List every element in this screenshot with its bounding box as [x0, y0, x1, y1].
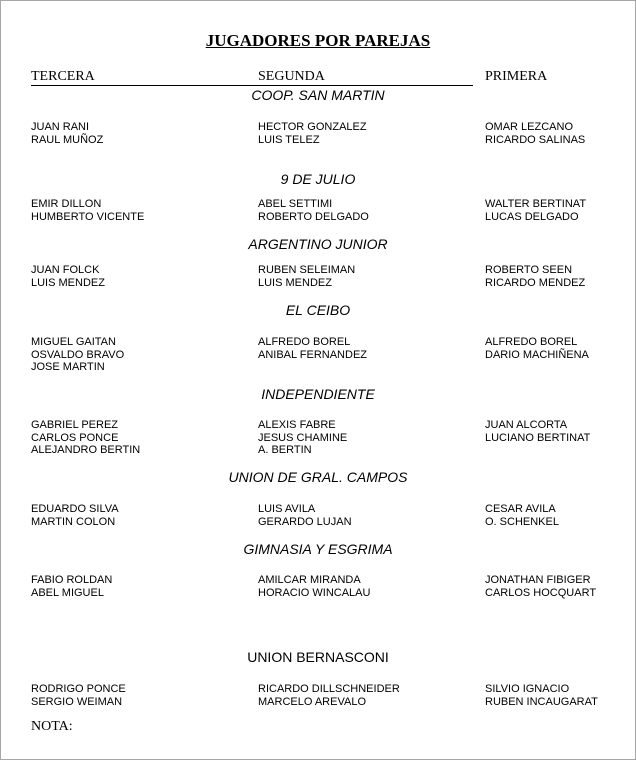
- segunda-players: [258, 503, 352, 528]
- player-name: ABEL SETTIMI: [258, 198, 333, 210]
- column-header-segunda: SEGUNDA: [258, 69, 325, 84]
- player-name: JUAN RANI: [31, 121, 90, 133]
- club-heading: UNION BERNASCONI: [247, 649, 389, 665]
- primera-players: [485, 121, 585, 146]
- player-name: CESAR AVILA: [485, 503, 556, 515]
- player-name: CARLOS HOCQUART: [485, 586, 597, 599]
- primera-players: [485, 198, 586, 223]
- player-name: ALFREDO BOREL: [258, 336, 351, 348]
- segunda-players: [258, 198, 369, 223]
- player-name: SILVIO IGNACIO: [485, 683, 570, 695]
- player-name: SERGIO WEIMAN: [31, 695, 123, 708]
- segunda-players: [258, 264, 355, 289]
- player-name: EMIR DILLON: [31, 198, 102, 210]
- primera-players: [485, 574, 596, 599]
- player-name: RUBEN INCAUGARAT: [485, 695, 598, 708]
- primera-players: [485, 264, 585, 289]
- player-name: LUIS MENDEZ: [31, 276, 105, 289]
- player-name: MIGUEL GAITAN: [31, 336, 116, 348]
- player-name: LUCIANO BERTINAT: [485, 431, 591, 444]
- tercera-players: [31, 264, 105, 289]
- player-name: AMILCAR MIRANDA: [258, 574, 361, 586]
- club-heading: UNION DE GRAL. CAMPOS: [228, 469, 408, 485]
- player-name: HECTOR GONZALEZ: [258, 121, 367, 133]
- segunda-players: [258, 419, 347, 457]
- club-heading: EL CEIBO: [285, 302, 351, 318]
- column-header-primera: PRIMERA: [485, 69, 548, 84]
- player-name: ROBERTO SEEN: [485, 264, 573, 276]
- player-name: JUAN ALCORTA: [485, 419, 568, 431]
- segunda-players: [258, 336, 367, 361]
- club-heading: COOP. SAN MARTIN: [251, 87, 385, 103]
- tercera-players: [31, 198, 144, 223]
- tercera-players: [31, 503, 119, 528]
- player-name: RICARDO SALINAS: [485, 133, 586, 146]
- player-name: GERARDO LUJAN: [258, 515, 352, 528]
- tercera-players: [31, 336, 124, 374]
- player-name: RICARDO MENDEZ: [485, 276, 586, 289]
- player-name: EDUARDO SILVA: [31, 503, 119, 515]
- column-header-tercera: TERCERA: [31, 69, 95, 84]
- player-name: LUCAS DELGADO: [485, 210, 579, 223]
- segunda-players: [258, 121, 367, 146]
- player-name: FABIO ROLDAN: [31, 574, 113, 586]
- player-name: ABEL MIGUEL: [31, 586, 104, 599]
- player-name: O. SCHENKEL: [485, 515, 559, 528]
- player-name: LUIS MENDEZ: [258, 276, 332, 289]
- primera-players: [485, 683, 598, 708]
- club-heading: 9 DE JULIO: [280, 171, 356, 187]
- player-name: ANIBAL FERNANDEZ: [258, 348, 368, 361]
- club-heading: ARGENTINO JUNIOR: [248, 236, 388, 252]
- club-heading: INDEPENDIENTE: [261, 386, 375, 402]
- player-name: OSVALDO BRAVO: [31, 348, 125, 361]
- primera-players: [485, 336, 589, 361]
- player-name: GABRIEL PEREZ: [31, 419, 119, 431]
- player-name: HORACIO WINCALAU: [258, 586, 371, 599]
- player-name: RAUL MUÑOZ: [31, 133, 104, 146]
- player-name: LUIS TELEZ: [258, 133, 320, 146]
- player-name: CARLOS PONCE: [31, 431, 119, 444]
- segunda-players: [258, 683, 400, 708]
- player-name: MARTIN COLON: [31, 515, 116, 528]
- player-name: ALEJANDRO BERTIN: [31, 444, 141, 456]
- tercera-players: [31, 419, 140, 457]
- player-name: LUIS AVILA: [258, 503, 316, 515]
- player-name: OMAR LEZCANO: [485, 121, 574, 133]
- player-name: HUMBERTO VICENTE: [31, 210, 145, 223]
- player-name: JUAN FOLCK: [31, 264, 100, 276]
- tercera-players: [31, 683, 126, 708]
- player-name: DARIO MACHIÑENA: [485, 348, 589, 361]
- nota-label: NOTA:: [31, 719, 73, 734]
- primera-players: [485, 419, 590, 444]
- player-name: MARCELO AREVALO: [258, 695, 366, 708]
- primera-players: [485, 503, 559, 528]
- player-name: JONATHAN FIBIGER: [485, 574, 591, 586]
- player-name: JOSE MARTIN: [31, 361, 105, 373]
- player-name: ALFREDO BOREL: [485, 336, 578, 348]
- header-underline: [31, 85, 473, 86]
- segunda-players: [258, 574, 370, 599]
- tercera-players: [31, 121, 103, 146]
- club-heading: GIMNASIA Y ESGRIMA: [243, 541, 393, 557]
- player-name: WALTER BERTINAT: [485, 198, 587, 210]
- player-name: RODRIGO PONCE: [31, 683, 126, 695]
- document-title: JUGADORES POR PAREJAS: [205, 31, 431, 50]
- player-name: RICARDO DILLSCHNEIDER: [258, 683, 400, 695]
- player-name: ROBERTO DELGADO: [258, 210, 369, 223]
- player-name: A. BERTIN: [258, 444, 312, 456]
- player-name: JESUS CHAMINE: [258, 431, 348, 444]
- player-name: RUBEN SELEIMAN: [258, 264, 356, 276]
- tercera-players: [31, 574, 112, 599]
- player-name: ALEXIS FABRE: [258, 419, 336, 431]
